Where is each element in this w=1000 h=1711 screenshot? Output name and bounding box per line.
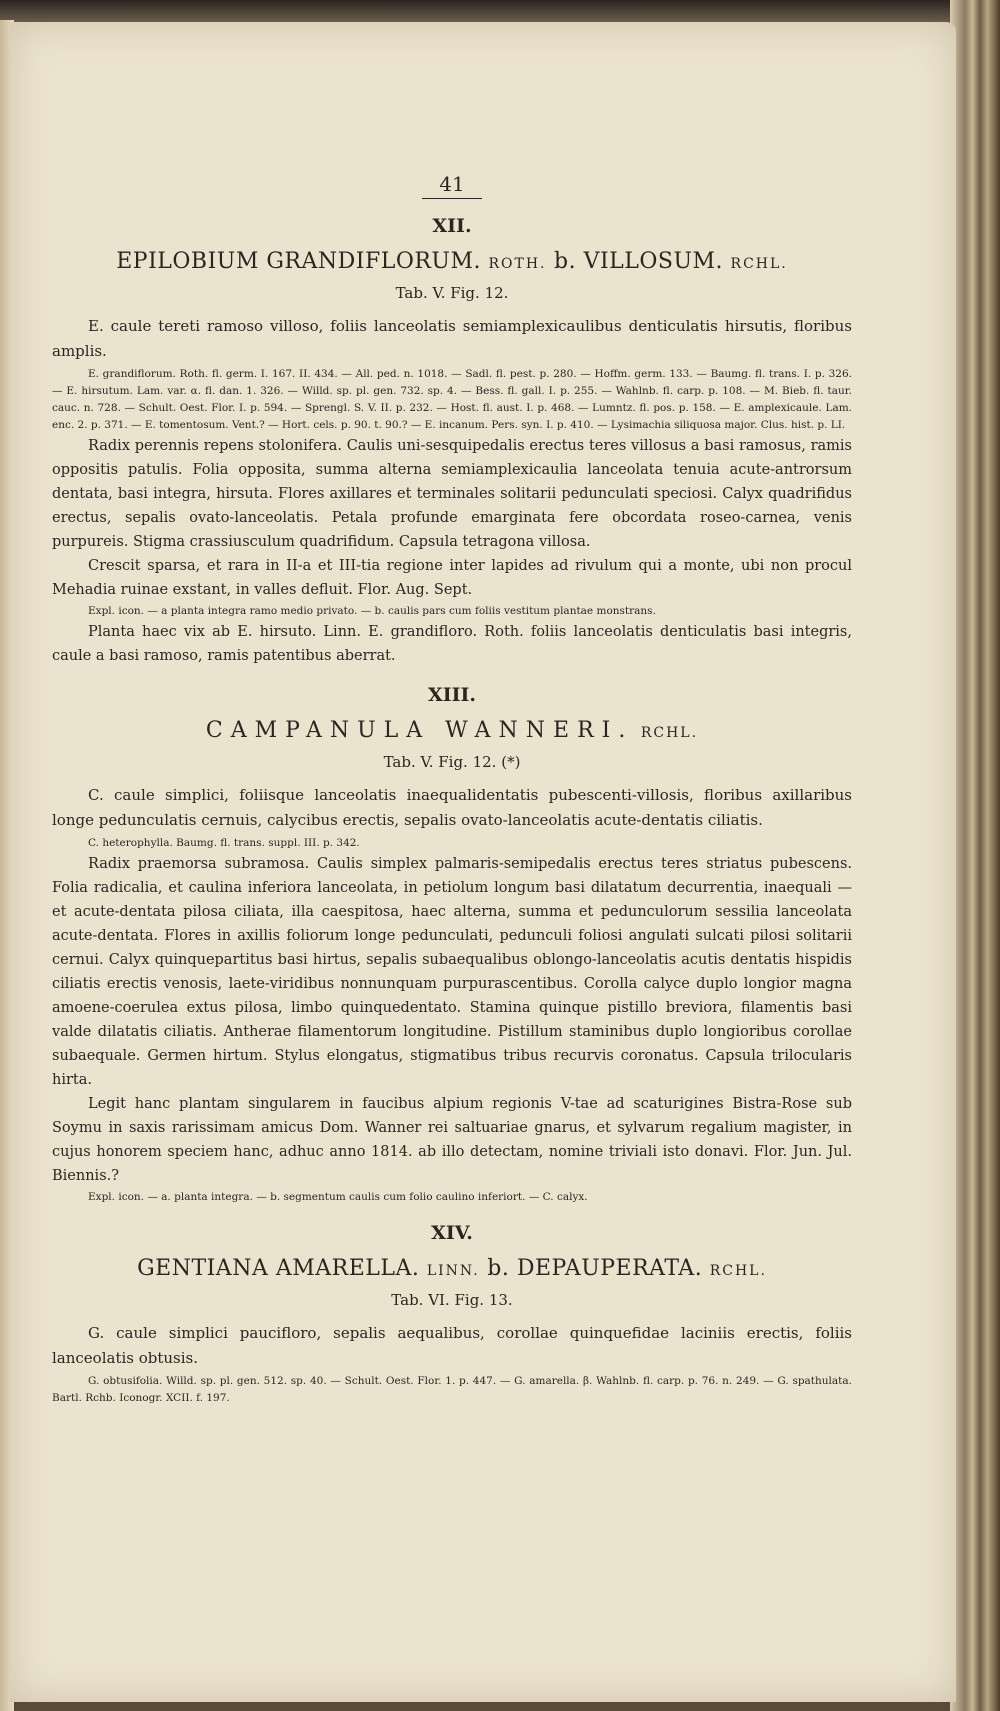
variety-author: RCHL.	[730, 256, 788, 272]
variety-name: b. VILLOSUM.	[554, 249, 724, 274]
synonyms: E. grandiflorum. Roth. fl. germ. I. 167. II. 434. — All. ped. n. 1018. — Sadl. fl. pest. p. 280. — Hoffm. germ. 133. — Baumg. fl. trans. I. p. 326. — E. hirsutum. Lam. var. α. fl. dan. 1. 326. — Willd. sp. pl. gen. 732. sp. 4. — Bess. fl. gall. I. p. 255. — Wahlnb. fl. carp. p. 108. — M. Bieb. fl. taur. cauc. n. 728. — Schult. Oest. Flor. I. p. 594. — Sprengl. S. V. II. p. 232. — Host. fl. aust. I. p. 468. — Lumntz. fl. pos. p. 158. — E. amplexicaule. Lam. enc. 2. p. 371. — E. tomentosum. Vent.? — Hort. cels. p. 90. t. 90.? — E. incanum. Pers. syn. I. p. 410. — Lysimachia siliquosa major. Clus. hist. p. LI.	[52, 368, 852, 431]
species-entry-campanula	[52, 684, 852, 1206]
diagnosis: C. caule simplici, foliisque lanceolatis inaequalidentatis pubescenti-villosis, floribus axillaribus longe pedunculatis cernuis, calycibus erectis, sepalis ovato-lanceolatis acute-dentatis ciliatis.	[52, 786, 852, 829]
section-number: XIII.	[427, 684, 477, 706]
book-page-edges	[950, 0, 1000, 1711]
diagnosis: E. caule tereti ramoso villoso, foliis lanceolatis semiamplexicaulibus denticulatis hirsutis, floribus amplis.	[52, 317, 852, 360]
plate-reference: Tab. V. Fig. 12. (*)	[383, 753, 521, 771]
author-abbrev: LINN.	[426, 1263, 480, 1279]
section-number: XIV.	[431, 1222, 473, 1244]
genus-name: CAMPANULA WANNERI.	[205, 718, 634, 743]
genus-name: GENTIANA AMARELLA.	[137, 1256, 420, 1281]
page-content	[52, 172, 852, 1407]
plate-explanation: Expl. icon. — a. planta integra. — b. segmentum caulis cum folio caulino inferiort. — C. calyx.	[88, 1191, 588, 1203]
habitat: Legit hanc plantam singularem in faucibus alpium regionis V-tae ad scaturigines Bistra-Rose sub Soymu in saxis rarissimam amicus Dom. Wanner rei saltuariae gnarus, et sylvarum regalium magister, in cujus honorem speciem hanc, adhuc anno 1814. ab illo detectam, nomine triviali isto donavi. Flor. Jun. Jul. Biennis.?	[52, 1096, 852, 1184]
synonyms: C. heterophylla. Baumg. fl. trans. suppl. III. p. 342.	[88, 837, 360, 849]
genus-name: EPILOBIUM GRANDIFLORUM.	[116, 249, 481, 274]
variety-author: RCHL.	[709, 1263, 767, 1279]
plate-explanation: Expl. icon. — a planta integra ramo medio privato. — b. caulis pars cum foliis vestitum plantae monstrans.	[88, 605, 656, 617]
plate-reference: Tab. VI. Fig. 13.	[391, 1291, 513, 1309]
species-title	[52, 718, 852, 743]
description: Radix praemorsa subramosa. Caulis simplex palmaris-semipedalis erectus teres striatus pubescens. Folia radicalia, et caulina inferiora lanceolata, in petiolum longum basi dilatatum decurrentia, inaequali — et acute-dentata pilosa ciliata, illa caespitosa, haec alterna, summa et pedunculorum sessilia lanceolata acute-dentata. Flores in axillis foliorum longe pedunculati, pedunculi foliosi angulati sulcati pilosi solitarii cernui. Calyx quinquepartitus basi hirtus, sepalis subaequalibus oblongo-lanceolatis acutis dentatis hispidis ciliatis erectis venosis, laete-viridibus nonnunquam purpurascentibus. Corolla calyce duplo longior magna amoene-coerulea extus pilosa, limbo quinquedentato. Stamina quinque pistillo breviora, filamentis basi valde dilatatis ciliatis. Antherae filamentorum longitudine. Pistillum staminibus duplo longioribus corollae subaequale. Germen hirtum. Stylus elongatus, stigmatibus tribus recurvis coronatus. Capsula trilocularis hirta.	[52, 856, 852, 1088]
remark: Planta haec vix ab E. hirsuto. Linn. E. grandifloro. Roth. foliis lanceolatis denticulatis basi integris, caule a basi ramoso, ramis patentibus aberrat.	[52, 624, 852, 664]
species-title	[52, 1256, 852, 1281]
variety-name: b. DEPAUPERATA.	[487, 1256, 703, 1281]
book-page	[10, 22, 956, 1702]
species-entry-gentiana	[52, 1222, 852, 1407]
author-abbrev: RCHL.	[640, 725, 699, 741]
diagnosis: G. caule simplici paucifloro, sepalis aequalibus, corollae quinquefidae laciniis erectis, foliis lanceolatis obtusis.	[52, 1324, 852, 1367]
species-entry-epilobium	[52, 215, 852, 668]
habitat: Crescit sparsa, et rara in II-a et III-tia regione inter lapides ad rivulum qui a monte, ubi non procul Mehadia ruinae exstant, in valles defluit. Flor. Aug. Sept.	[52, 558, 852, 598]
synonyms: G. obtusifolia. Willd. sp. pl. gen. 512. sp. 40. — Schult. Oest. Flor. 1. p. 447. — G. amarella. β. Wahlnb. fl. carp. p. 76. n. 249. — G. spathulata. Bartl. Rchb. Iconogr. XCII. f. 197.	[52, 1375, 852, 1404]
page-number: 41	[439, 172, 465, 196]
species-title	[52, 249, 852, 274]
plate-reference: Tab. V. Fig. 12.	[395, 284, 509, 302]
section-number: XII.	[432, 215, 472, 237]
description: Radix perennis repens stolonifera. Caulis uni-sesquipedalis erectus teres villosus a basi ramosus, ramis oppositis patulis. Folia opposita, summa alterna semiamplexicaulia lanceolata tenuia acute-antrorsum dentata, basi integra, hirsuta. Flores axillares et terminales solitarii pedunculati speciosi. Calyx quadrifidus erectus, sepalis ovato-lanceolatis. Petala profunde emarginata fere obcordata roseo-carnea, venis purpureis. Stigma crassiusculum quadrifidum. Capsula tetragona villosa.	[52, 438, 852, 550]
page-number-rule	[422, 198, 482, 199]
author-abbrev: ROTH.	[488, 256, 547, 272]
